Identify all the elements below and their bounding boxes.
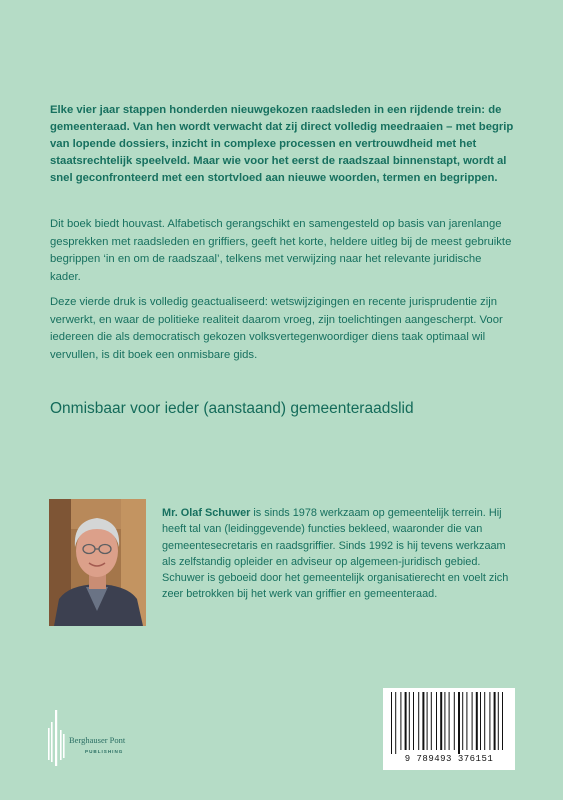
barcode-bar (431, 692, 432, 750)
barcode-bar (458, 692, 460, 754)
tagline-heading: Onmisbaar voor ieder (aanstaand) gemeenteraadslid (50, 400, 414, 417)
barcode-bar (494, 692, 496, 750)
barcode-bar (454, 692, 455, 750)
barcode-bar (462, 692, 463, 750)
barcode-bar (418, 692, 419, 750)
barcode-bar (489, 692, 490, 750)
barcode-bar (409, 692, 410, 750)
barcode-bar (480, 692, 481, 750)
author-bio (162, 505, 514, 603)
barcode-bar (427, 692, 428, 750)
barcode-bar (466, 692, 467, 750)
barcode-bar (422, 692, 424, 750)
barcode-bar (476, 692, 478, 750)
intro-paragraph: Elke vier jaar stappen honderden nieuwgekozen raadsleden in een rijdende trein: de gemeenteraad. Van hen wordt verwacht dat zij direct volledig meedraaien – met begrip van lopende dossiers, inzicht in complexe processen en vertrouwdheid met het staatsrechtelijk speelveld. Maar wie voor het eerst de raadszaal binnenstapt, wordt al snel geconfronteerd met een stortvloed aan nieuwe woorden, termen en begrippen. (50, 104, 514, 184)
barcode-bar (440, 692, 442, 750)
publisher-sub: PUBLISHING (85, 749, 124, 754)
description-paragraph-3: Deze vierde druk is volledig geactualiseerd: wetswijzigingen en recente jurisprudentie zijn verwerkt, en waar de politieke realiteit daarom vroeg, zijn toelichtingen aangescherpt. Voor iedereen die als democratisch gekozen volksvertegenwoordiger diens taak optimaal wil vervullen, is dit boek een onmisbare gids. (50, 296, 503, 361)
barcode-bar (449, 692, 450, 750)
barcode-bar (395, 692, 396, 754)
barcode-bar (498, 692, 499, 750)
barcode-bar (436, 692, 437, 750)
barcode-bar (400, 692, 401, 750)
author-name: Mr. Olaf Schuwer (162, 507, 251, 519)
barcode-bar (444, 692, 445, 750)
barcode-bar (405, 692, 407, 750)
publisher-logo (47, 708, 167, 768)
barcode-bar (391, 692, 392, 754)
barcode-bar (472, 692, 473, 750)
barcode-bar (502, 692, 503, 750)
barcode-bar (484, 692, 485, 750)
isbn-barcode (383, 688, 515, 770)
isbn-number: 9 789493 376151 (404, 754, 494, 764)
publisher-name: Berghauser Pont (69, 735, 126, 745)
barcode-bars (383, 688, 515, 754)
author-bio-text: is sinds 1978 werkzaam op gemeentelijk terrein. Hij heeft tal van (leidinggevende) functies bekleed, waaronder die van gemeentesecretaris en raadsgriffier. Sinds 1992 is hij tevens werkzaam als zelfstandig opleider en adviseur op algemeen-juridisch gebied. Schuwer is geboeid door het gemeentelijk organisatierecht en voelt zich zeer betrokken bij het werk van griffier en gemeenteraad. (162, 507, 509, 601)
barcode-bar (413, 692, 414, 750)
publisher-mark-icon (47, 708, 69, 766)
description-paragraph-2: Dit boek biedt houvast. Alfabetisch gerangschikt en samengesteld op basis van jarenlange gesprekken met raadsleden en griffiers, geeft het korte, heldere uitleg bij de meest gebruikte begrippen ‘in en om de raadszaal’, telkens met verwijzing naar het relevante juridische kader. (50, 218, 512, 283)
author-portrait (49, 499, 146, 626)
